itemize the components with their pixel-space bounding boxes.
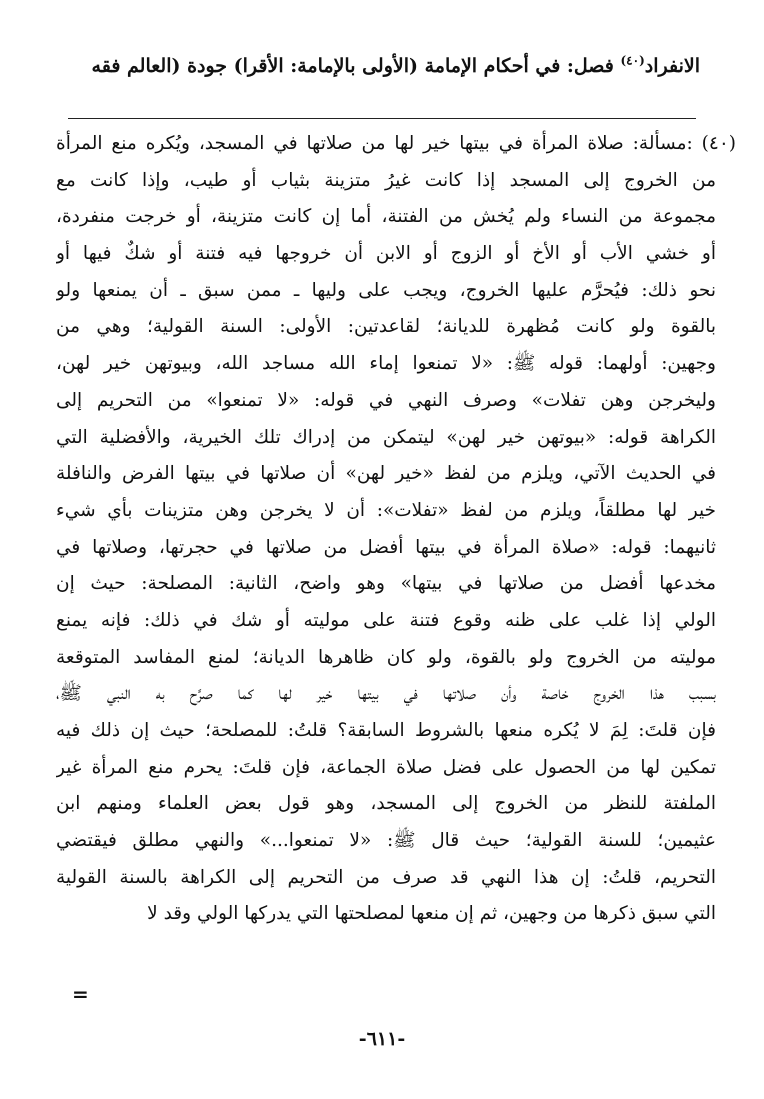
body-line: مجموعة من النساء ولم يُخش من الفتنة، أما إن كانت متزينة، أو خرجت منفردة،	[56, 206, 716, 228]
body-line: من الخروج إلى المسجد إذا كانت غيرُ متزينة بثياب أو طيب، وإذا كانت مع	[56, 169, 716, 191]
body-line: وجهين: أولهما: قوله ﷺ: «لا تمنعوا إماء الله مساجد الله، وبيوتهن خير لهن،	[56, 353, 716, 375]
body-line: فإن قلتَ: لِمَ لا يُكره منعها بالشروط السابقة؟ قلتُ: للمصلحة؛ حيث إن ذلك فيه	[56, 720, 716, 741]
body-line: نحو ذلك: فيُحرَّم عليها الخروج، ويجب على وليها ـ ممن سبق ـ أن يمنعها ولو	[56, 279, 716, 301]
body-line: الملفتة للنظر من الخروج إلى المسجد، وهو قول بعض العلماء ومنهم ابن	[56, 793, 716, 815]
header-rule	[68, 118, 696, 119]
running-head	[50, 46, 700, 86]
continuation-mark: =	[72, 982, 89, 1006]
running-head-start: الانفراد	[644, 55, 700, 77]
body-line: التي سبق ذكرها من وجهين، ثم إن منعها لمصلحتها التي يدركها الولي وقد لا	[147, 903, 716, 925]
body-line: خير لها مطلقاً، ويلزم من لفظ «تفلات»: أن لا يخرجن وهن متزينات بأي شيء	[56, 499, 716, 521]
body-text	[56, 126, 736, 933]
running-head-rest: فصل: في أحكام الإمامة (الأولى بالإمامة: الأقرا) جودة (العالم فقه	[91, 55, 621, 77]
body-line: في الحديث الآتي، ويلزم من لفظ «خير لهن» أن صلاتها في بيتها الفرض والنافلة	[56, 463, 716, 485]
body-line: موليته من الخروج ولو بالقوة، ولو كان ظاهرها الديانة؛ لمنع المفاسد المتوقعة	[56, 646, 716, 668]
page-number: -٦١١-	[358, 1028, 406, 1050]
body-line: بالقوة ولو كانت مُظهرة للديانة؛ لقاعدتين: الأولى: السنة القولية؛ وهي من	[56, 316, 716, 338]
footnote-reference: (٤٠)	[620, 53, 645, 68]
body-line: الكراهة قوله: «بيوتهن خير لهن» ليتمكن من إدراك تلك الخيرية، والأفضلية التي	[56, 426, 716, 448]
body-line: تمكين لها من الحصول على فضل صلاة الجماعة، فإن قلتَ: يحرم منع المرأة غير	[56, 756, 716, 778]
body-line: مخدعها أفضل من صلاتها في بيتها» وهو واضح، الثانية: المصلحة: حيث إن	[56, 573, 716, 595]
body-line: عثيمين؛ للسنة القولية؛ حيث قال ﷺ: «لا تمنعوا...» والنهي مطلق فيقتضي	[56, 830, 716, 852]
body-line: أو خشي الأب أو الأخ أو الزوج أو الابن أن خروجها فيه فتنة أو شكٌ فيها أو	[56, 243, 716, 265]
body-line: وليخرجن وهن تفلات» وصرف النهي في قوله: «لا تمنعوا» من التحريم إلى	[56, 389, 716, 411]
body-line: (٤٠) :مسألة: صلاة المرأة في بيتها خير لها من صلاتها في المسجد، ويُكره منع المرأة	[56, 133, 736, 154]
body-line: ثانيهما: قوله: «صلاة المرأة في بيتها أفضل من صلاتها في حجرتها، وصلاتها في	[56, 536, 716, 558]
body-line: بسبب هذا الخروج خاصة وأن صلاتها في بيتها خير لها كما صرَّح به النبي ﷺ،	[56, 683, 716, 705]
body-line: الولي إذا غلب على ظنه وقوع فتنة على موليته أو شك في ذلك: فإنه يمنع	[56, 609, 716, 631]
body-line: التحريم، قلتُ: إن هذا النهي قد صرف من التحريم إلى الكراهة بالسنة القولية	[56, 866, 716, 888]
